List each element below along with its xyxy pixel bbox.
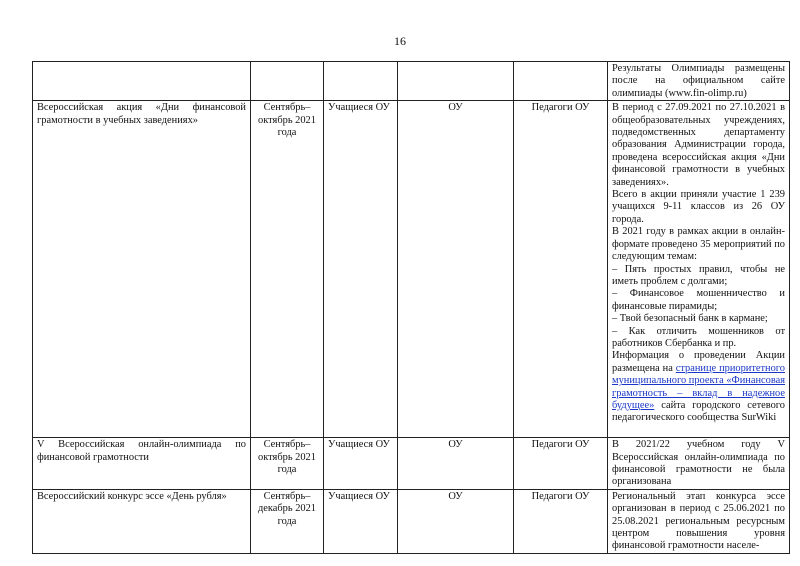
info-suffix: сайта городского сетевого педагогического сообщества SurWiki — [612, 399, 785, 424]
period-cell — [251, 62, 324, 101]
result-cell — [608, 62, 790, 101]
result-text: В 2021 году в рамках акции в онлайн-формате проведено 35 мероприятий по следующим темам: — [612, 226, 785, 263]
table-row — [33, 101, 790, 438]
participants-cell: Учащиеся ОУ — [324, 489, 398, 553]
table-row — [33, 489, 790, 553]
responsible-cell: Педагоги ОУ — [514, 438, 608, 490]
result-text: В 2021/22 учебном году V Всероссийская онлайн-олимпиада по финансовой грамотности не была организована — [612, 439, 785, 488]
organizer-cell: ОУ — [398, 438, 514, 490]
organizer-cell: ОУ — [398, 489, 514, 553]
period-cell: Сентябрь–октябрь 2021 года — [251, 101, 324, 438]
result-bullet: – Твой безопасный банк в кармане; — [612, 313, 768, 325]
participants-cell: Учащиеся ОУ — [324, 101, 398, 438]
period-cell: Сентябрь–октябрь 2021 года — [251, 438, 324, 490]
result-bullet: – Финансовое мошенничество и финансовые пирамиды; — [612, 288, 785, 312]
info-prefix: Информация о проведении Акции размещена на — [612, 350, 785, 374]
table-row — [33, 62, 790, 101]
info-paragraph — [612, 350, 785, 424]
result-text: Всего в акции приняли участие 1 239 учащихся 9-11 классов из 26 ОУ города. — [612, 189, 785, 225]
result-text: Региональный этап конкурса эссе организован в период с 25.06.2021 по 25.08.2021 региональным ресурсным центром повышения уровня финансовой грамотности населе- — [612, 490, 785, 552]
responsible-cell — [514, 62, 608, 101]
event-cell: Всероссийская акция «Дни финансовой грамотности в учебных заведениях» — [33, 101, 251, 438]
event-cell: V Всероссийская онлайн-олимпиада по финансовой грамотности — [33, 438, 251, 490]
result-cell — [608, 489, 790, 553]
project-page-link[interactable]: странице приоритетного муниципального проекта «Финансовая грамотность – вклад в надежное будущее» — [612, 362, 785, 411]
result-bullet: – Пять простых правил, чтобы не иметь проблем с долгами; — [612, 263, 785, 287]
table-row — [33, 438, 790, 490]
participants-cell: Учащиеся ОУ — [324, 438, 398, 490]
responsible-cell: Педагоги ОУ — [514, 101, 608, 438]
result-text: Результаты Олимпиады размещены после на официальном сайте олимпиады (www.fin-olimp.ru) — [612, 63, 785, 99]
result-text: В период с 27.09.2021 по 27.10.2021 в общеобразовательных учреждениях, подведомственных департаменту образования Администрации города, проведена всероссийская акция «Дни финансовой грамотности в учебных заведениях». — [612, 102, 785, 188]
event-cell — [33, 62, 251, 101]
responsible-cell: Педагоги ОУ — [514, 489, 608, 553]
event-cell: Всероссийский конкурс эссе «День рубля» — [33, 489, 251, 553]
result-cell — [608, 438, 790, 490]
participants-cell — [324, 62, 398, 101]
organizer-cell: ОУ — [398, 101, 514, 438]
period-cell: Сентябрь–декабрь 2021 года — [251, 489, 324, 553]
organizer-cell — [398, 62, 514, 101]
events-table — [32, 61, 790, 554]
result-bullet: – Как отличить мошенников от работников Сбербанка и пр. — [612, 325, 785, 349]
page-number: 16 — [394, 34, 406, 48]
result-cell — [608, 101, 790, 438]
